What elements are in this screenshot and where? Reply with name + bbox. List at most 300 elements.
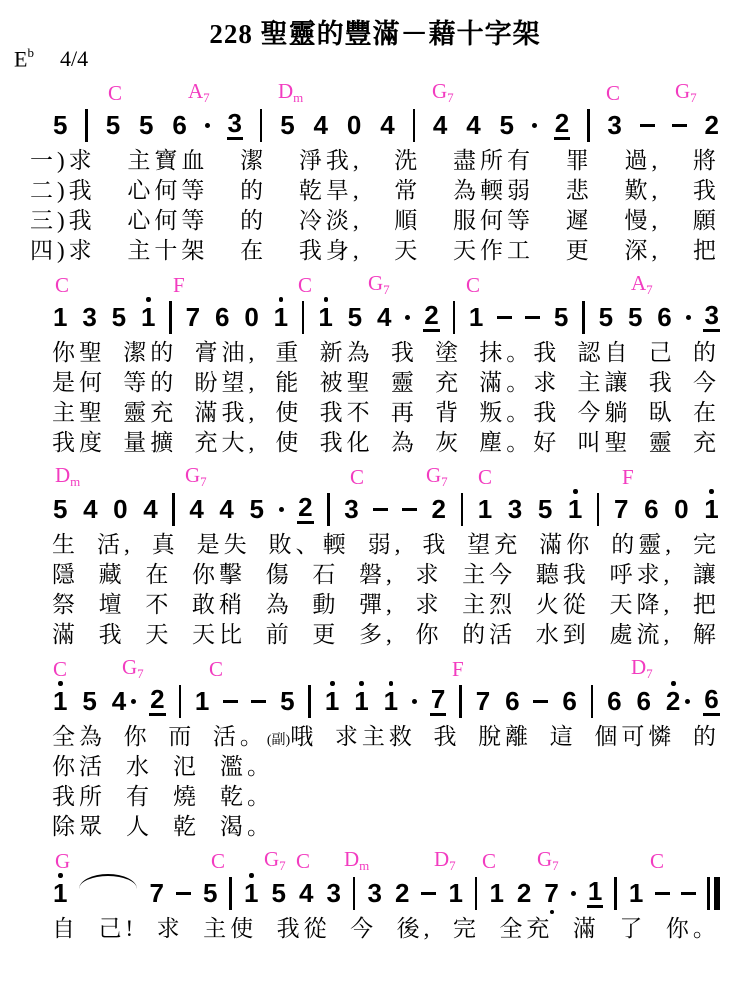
chord-symbol: C [53,657,68,681]
lyric-group: 塵。好 [479,430,561,456]
lyric-group: 敗、輭 [268,532,350,558]
note: 2 [665,688,690,714]
chord-subscript: 7 [449,858,456,873]
lyric-group: 前 [265,622,293,648]
lyric-row [52,722,720,752]
lyric-group: 三)我 [30,208,96,234]
chord-subscript: 7 [447,90,454,105]
lyric-group: 你。 [665,916,720,942]
lyric-group: 慢, [624,208,662,234]
barline [308,685,311,718]
lyric-row [52,782,720,812]
chord-symbol: C [108,81,123,105]
lyric-group: 的 [240,208,268,234]
lyric-group: 求主救 [334,724,416,750]
lyric-group: 一)求 [30,148,96,174]
barline [475,877,478,910]
lyric-group: 服何等 [453,208,535,234]
note: 1 [324,686,340,716]
lyric-group: 淨我, [298,148,363,174]
lyric-group: 我化 [319,430,374,456]
lyric-group: 再 [390,400,418,426]
lyric-group: 今 [692,370,720,396]
lyric-group: 乾 [173,814,200,840]
chord-symbol: C [55,273,70,297]
lyric-group: 的 [692,724,720,750]
lyric-group: 充 [435,370,463,396]
lyric-group: 主使 [203,916,258,942]
note: 6 [505,686,520,716]
lyric-group: 我 [390,340,418,366]
lyric-row [52,914,720,944]
lyric-group: 你 [415,622,443,648]
lyric-group: 弱, [367,532,405,558]
note: 2 [554,108,570,138]
lyric-group: 滿 [572,916,600,942]
lyric-group: 我 [648,370,676,396]
barline [353,877,356,910]
lyric-group: 抹。我 [479,340,561,366]
lyric-group: 己 [648,340,676,366]
dash-note [251,700,266,703]
lyric-group: 把 [692,238,720,264]
lyric-group: 能 [275,370,303,396]
key-letter: E [14,46,28,72]
lyric-group: 而 [168,724,196,750]
note: 7 [614,494,629,524]
dash-note [525,316,540,319]
lyric-group: 主今 [462,562,517,588]
lyric-group: 主寶血 [127,148,209,174]
augmentation-dot [685,699,690,704]
note: 1 [53,686,68,716]
augmentation-dot [205,123,210,128]
chord-symbol: $D_m$ [278,79,304,105]
barline [413,109,416,142]
augmentation-dot [131,699,136,704]
lyric-group: 潔 [240,148,268,174]
note: 7 [430,684,446,714]
note: 5 [347,302,363,332]
lyric-group: 己! [98,916,138,942]
chord-subscript: 7 [200,474,207,489]
lyric-row [52,368,720,398]
barline [229,877,232,910]
note: 1 [567,494,583,524]
chord-subscript: 7 [646,282,653,297]
lyric-group: 冷淡, [298,208,363,234]
chord-symbol: C [350,465,365,489]
note: 4 [380,110,395,140]
lyric-group: 歎, [624,178,662,204]
lyric-group: 我不 [319,400,374,426]
chord-symbol: C [466,273,481,297]
chord-symbol: $G_7$ [264,847,286,873]
chord-symbol: C [209,657,224,681]
note: 5 [271,878,286,908]
chord-symbol: C [296,849,311,873]
lyric-group: 我度 [52,430,106,456]
chord-subscript: m [293,90,304,105]
note: 5 [280,110,295,140]
music-systems [0,80,750,944]
note: 3 [607,110,622,140]
lyric-group: 叫聖 [577,430,632,456]
note: 4 [432,110,448,140]
note: 3 [344,494,359,524]
note: 6 [215,302,230,332]
note: 4 [298,878,314,908]
note: 1 [468,302,484,332]
lyric-group: 盼望, [194,370,259,396]
note: 3 [367,878,382,908]
lyric-group: 為輭弱 [453,178,535,204]
lyric-group: 祭 [52,592,79,618]
barline [260,109,263,142]
chord-subscript: 7 [441,474,448,489]
system-4 [30,656,720,842]
lyric-group: 求 [415,562,443,588]
note: 5 [249,494,264,524]
note: 2 [516,878,532,908]
final-barline [707,877,720,910]
chord-symbol: F [452,657,464,681]
lyric-group: 量擴 [123,430,178,456]
lyric-row [30,236,720,266]
lyric-group: 你 [123,724,151,750]
lyric-group: 過, [624,148,662,174]
note: 1 [194,686,210,716]
lyric-group: 求 [415,592,443,618]
lyric-group: 水到 [535,622,590,648]
lyric-group: 今躺 [577,400,632,426]
note: 1 [587,876,603,906]
lyric-group: 活。(副)哦 [212,724,318,750]
lyric-group: 灰 [435,430,463,456]
lyric-row [30,146,720,176]
lyric-group: 心何等 [127,208,209,234]
barline [85,109,88,142]
lyric-group: 求 [156,916,184,942]
hymn-sheet-page [0,12,750,997]
lyric-group: 火從 [535,592,590,618]
chord-symbol: C [606,81,621,105]
lyric-group: 藏 [98,562,126,588]
lyric-group: 磐, [359,562,396,588]
chord-row [30,848,720,872]
lyric-group: 我 [433,724,461,750]
lyric-group: 在 [240,238,268,264]
chord-subscript: 7 [279,858,286,873]
note: 1 [628,878,644,908]
lyric-group: 深, [624,238,662,264]
lyric-group: 是失 [196,532,251,558]
chord-symbol: C [211,849,226,873]
note: 6 [562,686,577,716]
note: 5 [598,302,614,332]
note: 7 [185,302,201,332]
lyric-group: 石 [312,562,340,588]
key-signature [14,46,750,74]
note: 7 [544,878,559,908]
lyric-group: 有 [126,784,153,810]
note: 5 [111,302,127,332]
refrain-marker: (副) [266,733,291,749]
note: 1 [489,878,504,908]
barline [172,493,175,526]
note: 1 [354,686,369,716]
lyric-group: 全為 [52,724,106,750]
lyric-group: 水 [126,754,153,780]
lyric-group: 真 [151,532,179,558]
lyric-group: 我 [98,622,126,648]
chord-symbol: $A_7$ [188,79,210,105]
note: 4 [143,494,158,524]
lyric-group: 更 [312,622,340,648]
note: 2 [424,300,439,330]
lyric-group: 傷 [265,562,293,588]
lyric-group: 生 [52,532,79,558]
note: 7 [149,878,164,908]
note: 1 [383,686,399,716]
lyric-group: 的活 [462,622,517,648]
chord-symbol: C [650,849,665,873]
note: 4 [466,110,481,140]
note: 1 [53,302,68,332]
lyric-group: 盡所有 [453,148,535,174]
barline [597,493,600,526]
chord-subscript: 7 [137,666,144,681]
lyric-group: 主烈 [462,592,517,618]
lyric-group: 這 [549,724,577,750]
note-row [52,488,720,530]
note: 1 [140,302,156,332]
lyric-group: 願 [692,208,720,234]
note: 2 [431,494,446,524]
note: 1 [477,494,493,524]
lyric-group: 今 [350,916,378,942]
lyric-group: 充大, [194,430,259,456]
chord-row [30,464,720,488]
chord-symbol: $G_7$ [185,463,207,489]
dash-note [223,700,238,703]
note: 5 [537,494,553,524]
dash-note [681,892,696,895]
chord-row [30,656,720,680]
chord-subscript: 7 [383,282,390,297]
lyric-row [52,560,720,590]
lyric-group: 臥 [648,400,676,426]
lyric-row [52,428,720,458]
chord-symbol: G [55,849,71,873]
chord-symbol: $D_m$ [55,463,81,489]
system-2 [30,272,720,458]
lyric-group: 使 [275,430,303,456]
barline [587,109,590,142]
lyric-group: 乾旱, [298,178,363,204]
note: 3 [326,878,341,908]
chord-symbol: $G_7$ [432,79,454,105]
barline [459,685,462,718]
note: 5 [553,302,569,332]
note: 6 [704,684,719,714]
lyric-row [30,176,720,206]
lyric-group: 罪 [565,148,593,174]
augmentation-dot [571,891,576,896]
lyric-group: 靈 [648,430,676,456]
lyric-group: 天比 [192,622,247,648]
note: 3 [227,108,242,138]
lyric-group: 壇 [98,592,126,618]
note: 6 [172,110,187,140]
lyric-group: 人 [126,814,153,840]
chord-symbol: C [478,465,493,489]
chord-symbol: C [482,849,497,873]
chord-symbol: $D_7$ [434,847,456,873]
lyric-group: 後, [396,916,434,942]
dash-note [672,124,687,127]
lyric-row [52,590,720,620]
lyric-group: 我 [692,178,720,204]
note: 5 [280,686,295,716]
dash-note [533,700,548,703]
chord-subscript: 7 [646,666,653,681]
dash-note [497,316,512,319]
barline [453,301,456,334]
lyric-group: 主十架 [127,238,209,264]
note: 1 [273,302,289,332]
lyric-group: 乾。 [220,784,274,810]
chord-symbol: F [622,465,634,489]
lyric-group: 天降, [609,592,674,618]
lyric-group: 靈充 [123,400,178,426]
lyric-group: 心何等 [127,178,209,204]
lyric-group: 膏油, [194,340,259,366]
lyric-group: 主聖 [52,400,106,426]
dash-note [402,508,417,511]
lyric-group: 多, [359,622,396,648]
lyric-group: 動 [312,592,340,618]
lyric-group: 解 [692,622,720,648]
lyric-group: 的 [240,178,268,204]
lyric-group: 等的 [123,370,178,396]
lyric-group: 完 [692,532,720,558]
lyric-group: 了 [619,916,647,942]
note: 3 [82,302,97,332]
lyric-group: 隱 [52,562,79,588]
lyric-group: 背 [435,400,463,426]
chord-symbol: $D_m$ [344,847,370,873]
lyric-group: 充 [692,430,720,456]
barline [591,685,594,718]
lyric-group: 天 [394,238,422,264]
barline [327,493,330,526]
lyric-group: 自 [52,916,79,942]
dash-note [640,124,655,127]
chord-symbol: $G_7$ [122,655,144,681]
note: 2 [394,878,410,908]
note: 4 [189,494,204,524]
lyric-group: 渴。 [220,814,274,840]
note: 0 [113,494,128,524]
lyric-group: 潔的 [123,340,178,366]
system-3 [30,464,720,650]
barline [169,301,172,334]
note-row [52,872,720,914]
lyric-group: 的 [692,340,720,366]
lyric-group: 不 [145,592,173,618]
note: 5 [53,494,68,524]
augmentation-dot [405,315,410,320]
chord-row [30,272,720,296]
lyric-group: 燒 [173,784,200,810]
note: 1 [53,878,68,908]
note: 1 [448,878,463,908]
lyric-row [52,338,720,368]
chord-subscript: m [70,474,81,489]
lyric-row [52,620,720,650]
lyric-group: 滿你 [539,532,594,558]
note: 2 [150,684,165,714]
lyric-group: 滿。求 [479,370,561,396]
note: 1 [704,494,719,524]
note: 5 [139,110,154,140]
augmentation-dot [279,507,284,512]
lyric-group: 敢稍 [192,592,247,618]
note: 5 [627,302,643,332]
lyric-group: 彈, [359,592,396,618]
chord-symbol: $A_7$ [631,271,653,297]
lyric-group: 認自 [577,340,632,366]
note: 5 [82,686,97,716]
lyric-group: 塗 [435,340,463,366]
note: 6 [636,686,651,716]
lyric-group: 悲 [565,178,593,204]
lyric-group: 處流, [609,622,674,648]
lyric-group: 在 [145,562,173,588]
note-row [52,296,720,338]
lyric-group: 靈 [390,370,418,396]
lyric-group: 我身, [298,238,363,264]
time-signature: 4/4 [59,46,89,72]
lyric-group: 使 [275,400,303,426]
lyric-group: 新為 [319,340,374,366]
lyric-group: 我 [422,532,450,558]
lyric-group: 四)求 [30,238,96,264]
lyric-row [52,812,720,842]
note: 7 [475,686,491,716]
lyric-group: 望充 [467,532,522,558]
chord-subscript: 7 [203,90,210,105]
barline [614,877,617,910]
chord-subscript: 7 [552,858,559,873]
lyric-group: 為 [265,592,293,618]
lyric-group: 呼求, [609,562,674,588]
lyric-group: 濫。 [220,754,274,780]
lyric-row [30,206,720,236]
lyric-group: 洗 [394,148,422,174]
system-5 [30,848,720,944]
lyric-group: 滿我, [194,400,259,426]
note-row [52,680,720,722]
chord-symbol: C [298,273,313,297]
barline [582,301,585,334]
lyric-group: 將 [692,148,720,174]
slur-arc [79,874,137,889]
augmentation-dot [532,123,537,128]
lyric-group: 在 [692,400,720,426]
note: 6 [607,686,622,716]
